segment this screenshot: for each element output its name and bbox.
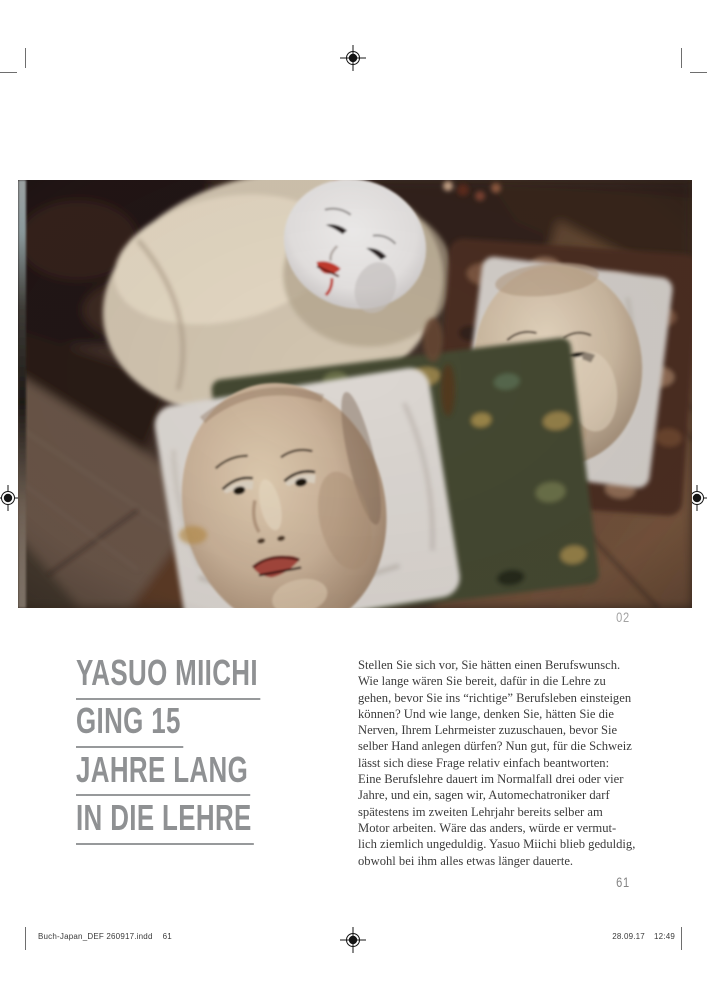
body-line: selber Hand anlegen dürfen? Nun gut, für die Schweiz: [358, 739, 632, 754]
body-line: Eine Berufslehre dauert im Normalfall drei oder vier: [358, 772, 624, 787]
headline-line-text: GING 15: [76, 701, 183, 748]
slug-filename: [38, 932, 172, 941]
slug-datetime: [612, 932, 675, 941]
headline-line: [76, 798, 376, 846]
body-line: gehen, bevor Sie ins “richtige” Berufsleben einsteigen: [358, 690, 632, 705]
crop-mark-top-left-horizontal: [0, 72, 17, 73]
crop-mark-top-right-horizontal: [690, 72, 707, 73]
crop-mark-top-right-vertical: [681, 48, 682, 68]
photo-caption-number-text: 02: [616, 610, 630, 625]
body-line: Jahre, und ein, sagen wir, Automechatroniker darf: [358, 788, 610, 803]
registration-mark-icon: [340, 927, 366, 953]
headline-line: [76, 750, 376, 798]
crop-mark-top-left-vertical: [25, 48, 26, 68]
crop-mark-bottom-right-vertical: [681, 927, 682, 950]
body-line: Stellen Sie sich vor, Sie hätten einen Berufswunsch.: [358, 658, 621, 672]
body-line: obwohl bei ihm alles etwas länger dauerte.: [358, 853, 574, 868]
headline-line-text: JAHRE LANG: [76, 750, 250, 797]
body-line: spätestens im zweiten Lehrjahr bereits selber am: [358, 804, 603, 819]
article-headline: [76, 653, 376, 847]
headline-line-text: YASUO MIICHI: [76, 653, 260, 700]
body-line: Nerven, Ihrem Lehrmeister zuzuschauen, bevor Sie: [358, 723, 618, 738]
slug-time-text: 12:49: [653, 932, 675, 941]
headline-line: [76, 701, 376, 749]
body-line: lich ziemlich ungeduldig. Yasuo Miichi blieb geduldig,: [358, 837, 636, 852]
page-number-text: 61: [616, 875, 630, 890]
noh-masks-photo-illustration: [18, 180, 692, 608]
body-line: können? Und wie lange, denken Sie, hätten Sie die: [358, 706, 615, 721]
slug-page-text: 61: [162, 932, 172, 941]
body-line: Wie lange wären Sie bereit, dafür in die Lehre zu: [358, 674, 606, 689]
article-body: [358, 657, 658, 869]
slug-filename-text: Buch-Japan_DEF 260917.indd: [38, 932, 153, 941]
body-line: Motor arbeiten. Wäre das anders, würde er vermut-: [358, 820, 617, 835]
slug-date-text: 28.09.17: [612, 932, 645, 941]
headline-line: [76, 653, 376, 701]
body-line: lässt sich diese Frage relativ einfach beantworten:: [358, 755, 610, 770]
page-number: [550, 875, 630, 890]
registration-mark-icon: [340, 45, 366, 71]
crop-mark-bottom-left-vertical: [25, 927, 26, 950]
noh-masks-photo: [18, 180, 692, 608]
headline-line-text: IN DIE LEHRE: [76, 798, 254, 845]
photo-caption-number: [520, 610, 630, 625]
